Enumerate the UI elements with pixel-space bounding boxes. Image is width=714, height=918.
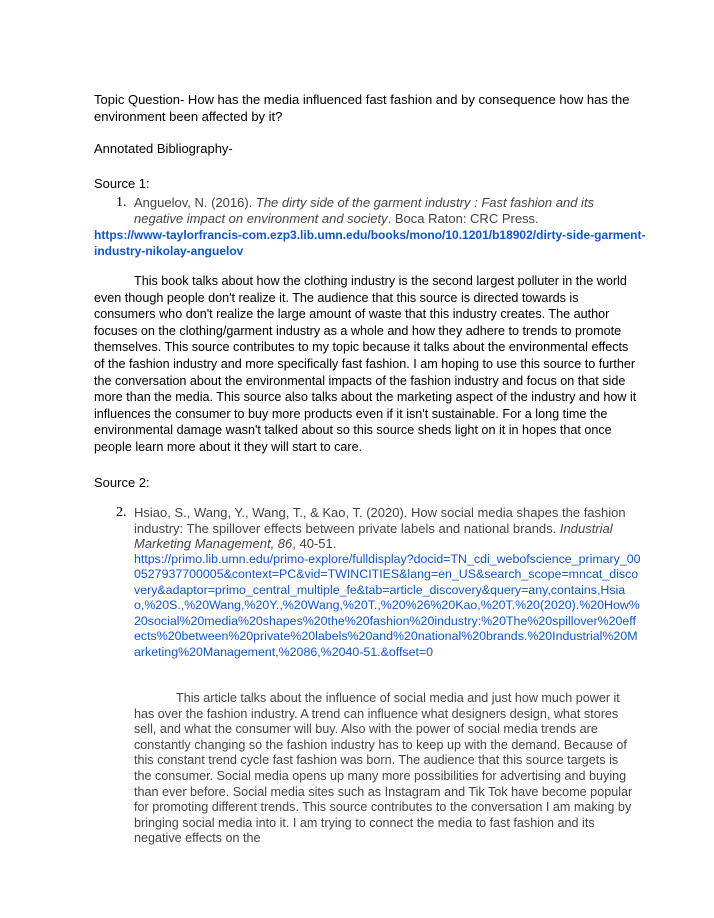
source-2-link[interactable]: https://primo.lib.umn.edu/primo-explore/fulldisplay?docid=TN_cdi_webofscience_primary_000527937700005&context=PC&vid=TWINCITIES&lang=en_US&search_scope=mncat_discovery&adaptor=primo_central_multiple_fe&tab=article_discovery&query=any,contains,Hsiao,%20S.,%20Wang,%20Y.,%20Wang,%20T.,%20%26%20Kao,%20T.%20(2020).%20How%20social%20media%20shapes%20the%20fashion%20industry:%20The%20spillover%20effects%20between%20private%20labels%20and%20national%20brands.%20Industrial%20Marketing%20Management,%2086,%2040-51.&offset=0 xyxy=(134,551,641,659)
source-1-citation xyxy=(134,195,634,227)
source-1-label: Source 1: xyxy=(94,176,150,191)
bibliography-heading: Annotated Bibliography- xyxy=(94,141,233,156)
source-2-annotation xyxy=(134,691,638,847)
citation-authors: Hsiao, S., Wang, Y., Wang, T., & Kao, T. (2020). How social media shapes the fashion industry: The spillover effects between private labels and national brands. xyxy=(134,505,626,536)
source-1-annotation-text: This book talks about how the clothing industry is the second largest polluter in the world even though people don't realize it. The audience that this source is directed towards is consumers who don't realize the large amount of waste that this industry creates. The author focuses on the clothing/garment industry as a whole and how they adhere to trends to promote themselves. This source contributes to my topic because it talks about the environmental effects of the fashion industry and more specifically fast fashion. I am hoping to use this source to further the conversation about the environmental impacts of the fashion industry and focus on that side more than the media. This source also talks about the marketing aspect of the industry and how it influences the consumer to buy more products even if it isn't sustainable. For a long time the environmental damage wasn't talked about so this source sheds light on it in hopes that once people learn more about it they will start to care. xyxy=(94,274,637,454)
citation-authors: Anguelov, N. (2016). xyxy=(134,195,256,210)
citation-journal: Industrial Marketing Management, 86 xyxy=(134,520,613,551)
citation-pages: , 40-51. xyxy=(292,536,337,551)
source-2-annotation-text: This article talks about the influence of social media and just how much power it has over the fashion industry. A trend can influence what designers design, what stores sell, and what the consumer will buy. Also with the power of social media trends are constantly changing so the fashion industry has to keep up with the demand. Because of this constant trend cycle fast fashion was born. The audience that this source targets is the consumer. Social media opens up many more possibilities for advertising and buying than ever before. Social media sites such as Instagram and Tik Tok have become popular for promoting different trends. This source contributes to the conversation I am making by bringing social media into it. I am trying to connect the media to fast fashion and its negative effects on the xyxy=(134,691,633,846)
source-1-link[interactable]: https://www-taylorfrancis-com.ezp3.lib.umn.edu/books/mono/10.1201/b18902/dirty-side-garment-industry-nikolay-anguelov xyxy=(94,228,646,258)
topic-question: Topic Question- How has the media influenced fast fashion and by consequence how has the environment been affected by it? xyxy=(94,92,630,124)
source-2-label: Source 2: xyxy=(94,475,150,490)
source-2-citation xyxy=(134,505,642,660)
citation-title: The dirty side of the garment industry : Fast fashion and its negative impact on environment and society xyxy=(134,195,595,226)
source-1-number: 1. xyxy=(116,195,127,210)
source-1-annotation xyxy=(94,273,640,456)
source-2-number: 2. xyxy=(116,505,127,520)
citation-publisher: . Boca Raton: CRC Press. xyxy=(387,211,539,226)
